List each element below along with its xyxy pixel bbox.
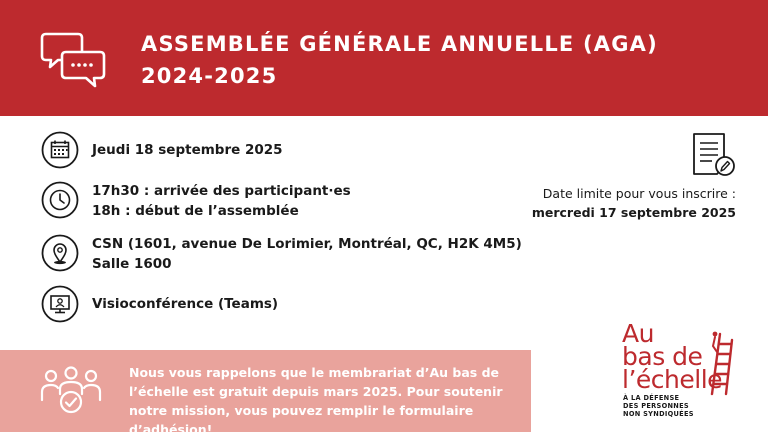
logo-tagline-3: NON SYNDIQUÉES <box>623 410 694 418</box>
clock-icon <box>41 181 79 219</box>
deadline-date: mercredi 17 septembre 2025 <box>531 205 736 220</box>
location-address: CSN (1601, avenue De Lorimier, Montréal, QC, H2K 4M5) <box>92 236 522 252</box>
header-banner <box>0 0 768 116</box>
logo-line-1: Au <box>622 319 654 348</box>
start-time: 18h : début de l’assemblée <box>92 203 299 219</box>
registration-deadline <box>532 184 736 222</box>
logo-tagline-2: DES PERSONNES <box>623 402 689 410</box>
arrival-time: 17h30 : arrivée des participant·es <box>92 183 351 199</box>
event-date: Jeudi 18 septembre 2025 <box>92 142 283 158</box>
ladder-icon <box>704 330 734 396</box>
online-option: Visioconférence (Teams) <box>92 296 279 312</box>
map-pin-icon <box>41 234 79 272</box>
logo-tagline <box>623 394 694 418</box>
event-location <box>92 234 522 274</box>
chat-bubbles-icon <box>40 30 106 90</box>
community-icon <box>40 364 102 416</box>
title-line-1: ASSEMBLÉE GÉNÉRALE ANNUELLE (AGA) <box>141 32 658 56</box>
logo-line-2: bas de <box>622 342 703 371</box>
video-conference-icon <box>41 285 79 323</box>
title-line-2: 2024-2025 <box>141 64 278 88</box>
page-title <box>141 28 658 92</box>
logo-tagline-1: À LA DÉFENSE <box>623 394 680 402</box>
membership-message: Nous vous rappelons que le membrariat d’Au bas de l’échelle est gratuit depuis mars 2025. Pour soutenir notre mission, vous pouvez remplir le formulaire d’adhésion! <box>129 365 503 437</box>
form-document-icon <box>690 130 736 180</box>
location-room: Salle 1600 <box>92 256 172 272</box>
event-time <box>92 181 351 221</box>
calendar-icon <box>41 131 79 169</box>
deadline-label: Date limite pour vous inscrire : <box>542 186 736 201</box>
logo-line-3: l’échelle <box>622 365 723 394</box>
